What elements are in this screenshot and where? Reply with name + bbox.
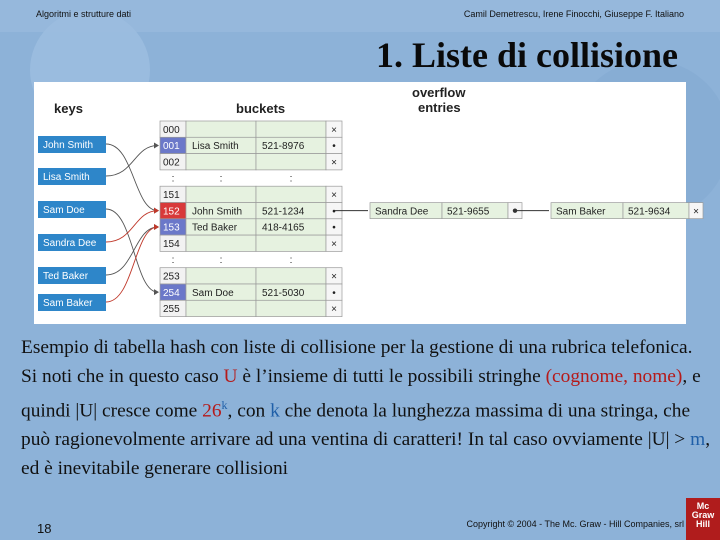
bucket-cell — [256, 121, 326, 137]
body-text-3: , e quindi |U| cresce come — [21, 366, 701, 422]
bucket-text: × — [331, 304, 337, 316]
header-course-title: Algoritmi e strutture dati — [36, 9, 132, 19]
bucket-text: 153 — [163, 222, 180, 234]
overflow-header-line2: entries — [418, 100, 461, 115]
bucket-cell — [186, 235, 256, 251]
bucket-text: 152 — [163, 206, 180, 218]
arrowhead — [154, 208, 159, 214]
bucket-text: 254 — [163, 287, 180, 299]
bucket-text: 521-8976 — [262, 141, 305, 153]
key-label: Ted Baker — [43, 271, 89, 282]
body-text-6: , ed è inevitabile generare collisioni — [21, 429, 711, 480]
key-label: Sam Baker — [43, 298, 93, 309]
bucket-text: 418-4165 — [262, 222, 305, 234]
bucket-cell — [186, 186, 256, 202]
page-number: 18 — [37, 521, 52, 536]
arrowhead — [154, 224, 159, 230]
overflow-name: Sam Baker — [556, 206, 606, 218]
body-power-base: 26 — [202, 400, 222, 422]
bucket-text: × — [331, 124, 337, 136]
body-power-exponent: k — [221, 398, 228, 412]
bucket-cell — [186, 154, 256, 170]
body-cognome-nome: (cognome, nome) — [545, 366, 683, 387]
body-text-5: che denota la lunghezza massima di una stringa, che può ragionevolmente arrivare ad una ventina di caratteri! In tal caso ovviamente |U| > — [21, 400, 691, 451]
bucket-text: 253 — [163, 271, 180, 283]
bucket-cell — [256, 186, 326, 202]
bucket-cell — [186, 268, 256, 284]
logo-line-2: Graw — [691, 510, 715, 520]
bucket-text: 002 — [163, 157, 180, 169]
body-text-1: Esempio di tabella hash con liste di collisione per la gestione di una rubrica telefonica. Si noti che in questo caso — [21, 337, 693, 387]
hash-arrow — [106, 227, 158, 302]
bucket-text: : — [289, 255, 293, 267]
bucket-text: 151 — [163, 190, 180, 201]
bucket-text: : — [171, 173, 175, 185]
bucket-text: × — [331, 190, 337, 201]
bucket-text: × — [331, 271, 337, 283]
bucket-text: : — [289, 173, 293, 185]
overflow-phone: 521-9655 — [447, 206, 490, 218]
hash-arrow — [106, 209, 158, 292]
overflow-name: Sandra Dee — [375, 206, 429, 218]
body-text-2: è l’insieme di tutti le possibili stringhe — [237, 366, 546, 387]
body-universe-symbol: U — [223, 366, 238, 387]
bucket-text: • — [332, 222, 336, 234]
buckets-header: buckets — [236, 101, 286, 116]
key-label: Lisa Smith — [43, 172, 90, 183]
hash-arrow — [106, 145, 158, 176]
bucket-cell — [256, 154, 326, 170]
bucket-text: John Smith — [192, 206, 243, 218]
arrowhead — [154, 289, 159, 295]
overflow-end: × — [693, 206, 699, 218]
bucket-text: : — [219, 173, 223, 185]
bucket-text: 521-1234 — [262, 206, 305, 218]
key-label: Sandra Dee — [43, 238, 97, 249]
hash-arrow — [106, 144, 158, 211]
bucket-cell — [256, 235, 326, 251]
bucket-text: Ted Baker — [192, 222, 238, 234]
bucket-text: : — [219, 255, 223, 267]
bucket-text: × — [331, 157, 337, 169]
arrowhead — [154, 142, 159, 148]
bucket-text: Lisa Smith — [192, 141, 239, 153]
bucket-text: • — [332, 206, 336, 218]
overflow-phone: 521-9634 — [628, 206, 671, 218]
slide-title: 1. Liste di collisione — [375, 35, 678, 75]
bucket-cell — [256, 300, 326, 316]
body-paragraph — [21, 333, 711, 483]
bucket-cell — [186, 121, 256, 137]
hash-table-diagram — [34, 82, 699, 324]
bucket-text: • — [332, 141, 336, 153]
bucket-text: Sam Doe — [192, 287, 234, 299]
bucket-text: 001 — [163, 141, 180, 153]
keys-header: keys — [54, 101, 83, 116]
bucket-text: : — [171, 255, 175, 267]
body-k-symbol: k — [270, 400, 280, 422]
publisher-logo — [686, 498, 720, 540]
hash-arrow — [106, 211, 158, 242]
bucket-cell — [186, 300, 256, 316]
logo-line-3: Hill — [695, 519, 710, 529]
bucket-text: • — [332, 287, 336, 299]
chain-dot — [513, 208, 517, 212]
bucket-text: 521-5030 — [262, 287, 305, 299]
bucket-text: 255 — [163, 304, 180, 316]
bucket-text: 000 — [163, 124, 180, 136]
overflow-header-line1: overflow — [412, 85, 466, 100]
copyright-notice: Copyright © 2004 - The Mc. Graw - Hill Companies, srl — [466, 519, 684, 529]
bucket-text: × — [331, 238, 337, 250]
body-text-4: , con — [227, 400, 271, 422]
bucket-cell — [256, 268, 326, 284]
body-m-symbol: m — [690, 429, 706, 451]
bucket-text: 154 — [163, 238, 180, 250]
key-label: Sam Doe — [43, 205, 85, 216]
key-label: John Smith — [43, 140, 94, 151]
logo-line-1: Mc — [696, 501, 710, 511]
header-authors: Camil Demetrescu, Irene Finocchi, Giuseppe F. Italiano — [463, 9, 684, 19]
